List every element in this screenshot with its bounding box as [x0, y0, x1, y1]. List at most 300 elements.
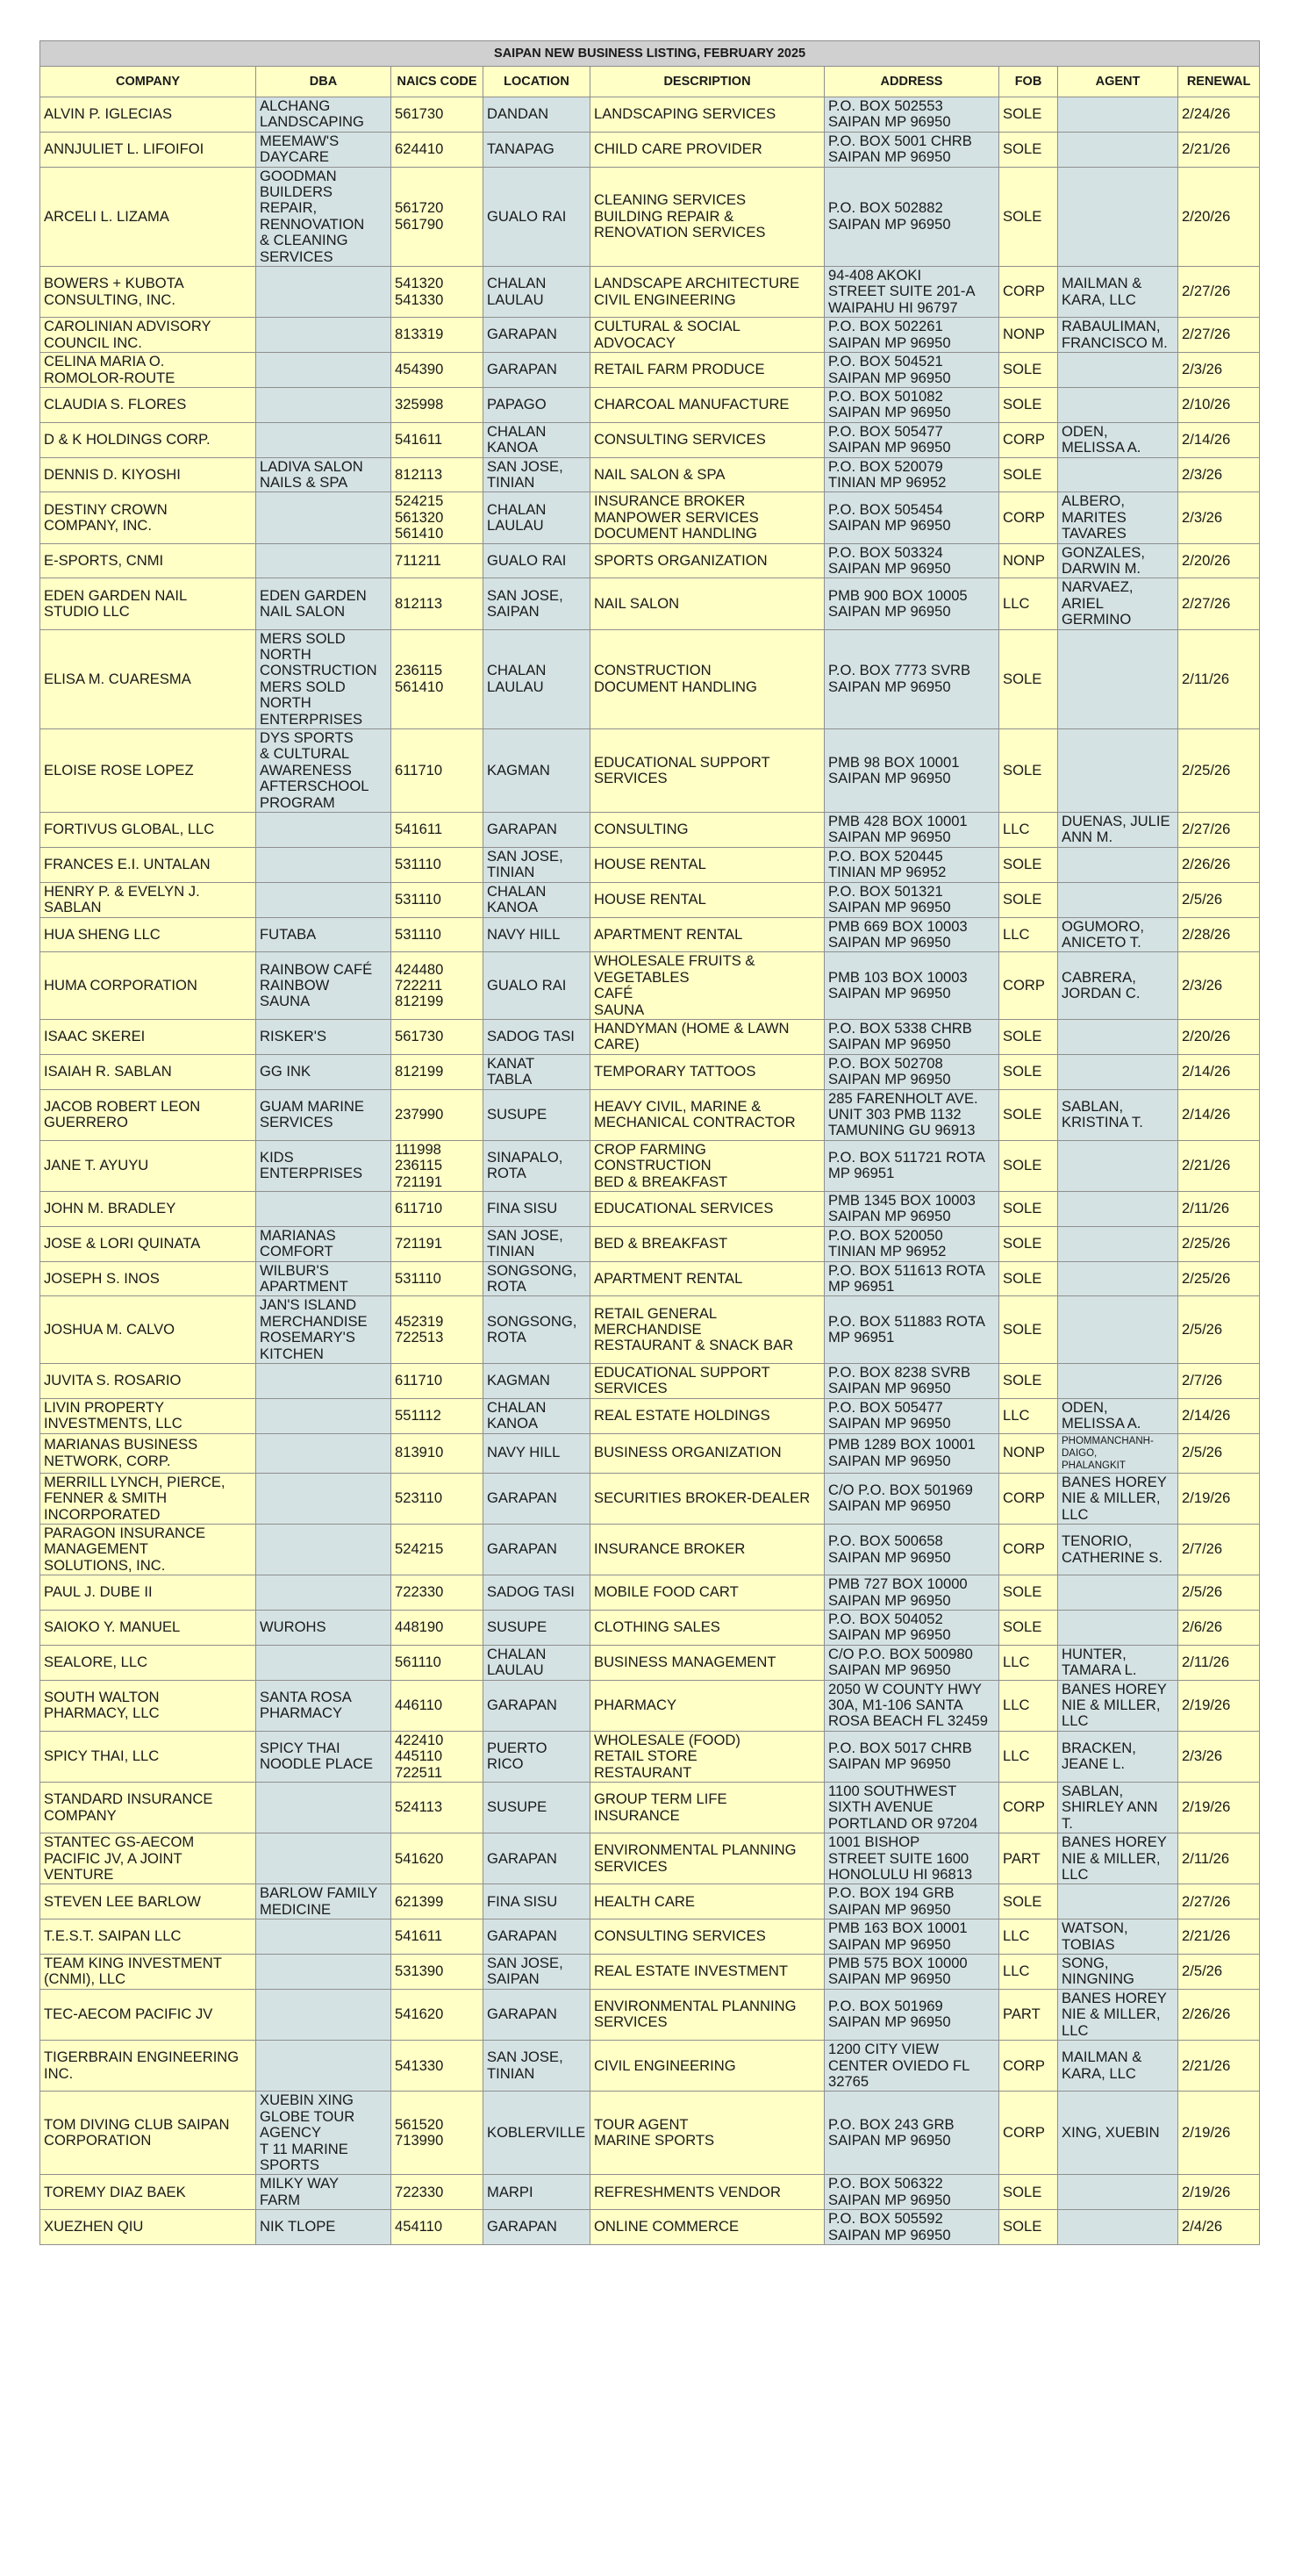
- cell-fob: [999, 1989, 1058, 2040]
- cell-location: [483, 2041, 590, 2092]
- company-text: FRANCES E.I. UNTALAN: [44, 856, 211, 873]
- company-text: ELOISE ROSE LOPEZ: [44, 761, 194, 779]
- cell-dba: [256, 132, 391, 167]
- cell-location: [483, 1226, 590, 1261]
- renewal-text: 2/14/26: [1182, 430, 1231, 448]
- cell-dba: [256, 387, 391, 422]
- cell-location: [483, 1019, 590, 1054]
- cell-description: [590, 267, 825, 318]
- cell-dba: [256, 1955, 391, 1990]
- address-text: P.O. BOX 5017 CHRB SAIPAN MP 96950: [828, 1739, 972, 1773]
- cell-dba: [256, 1261, 391, 1296]
- cell-description: [590, 1955, 825, 1990]
- cell-location: [483, 2175, 590, 2210]
- company-text: TIGERBRAIN ENGINEERING INC.: [44, 2049, 240, 2082]
- cell-fob: [999, 1192, 1058, 1227]
- cell-company: [40, 1884, 256, 1919]
- location-text: CHALAN LAULAU: [487, 275, 547, 308]
- renewal-text: 2/3/26: [1182, 1747, 1223, 1765]
- cell-agent: [1058, 353, 1178, 388]
- location-text: KANAT TABLA: [487, 1054, 535, 1088]
- cell-renewal: [1178, 1955, 1260, 1990]
- fob-text: SOLE: [1003, 761, 1042, 779]
- dba-text: WILBUR'S APARTMENT: [260, 1261, 348, 1295]
- location-text: SAN JOSE, TINIAN: [487, 847, 563, 881]
- naics-text: 813319: [395, 326, 444, 343]
- location-text: CHALAN KANOA: [487, 422, 547, 456]
- description-text: MOBILE FOOD CART: [594, 1583, 739, 1601]
- description-text: NAIL SALON: [594, 594, 680, 612]
- cell-agent: [1058, 1955, 1178, 1990]
- cell-location: [483, 1054, 590, 1089]
- fob-text: CORP: [1003, 1798, 1045, 1816]
- address-text: 1001 BISHOP STREET SUITE 1600 HONOLULU HI 96813: [828, 1833, 973, 1884]
- cell-dba: [256, 543, 391, 578]
- agent-text: ODEN, MELISSA A.: [1062, 1398, 1141, 1432]
- cell-dba: [256, 629, 391, 728]
- cell-dba: [256, 492, 391, 543]
- renewal-text: 2/25/26: [1182, 1235, 1231, 1252]
- cell-renewal: [1178, 1833, 1260, 1884]
- renewal-text: 2/20/26: [1182, 1028, 1231, 1045]
- fob-text: SOLE: [1003, 207, 1042, 225]
- naics-text: 422410 445110 722511: [395, 1731, 444, 1781]
- cell-fob: [999, 267, 1058, 318]
- address-text: P.O. BOX 502708 SAIPAN MP 96950: [828, 1054, 951, 1088]
- cell-dba: [256, 1019, 391, 1054]
- agent-text: ODEN, MELISSA A.: [1062, 422, 1141, 456]
- description-text: RETAIL GENERAL MERCHANDISE RESTAURANT & SNACK BAR: [594, 1304, 794, 1354]
- column-header-description: DESCRIPTION: [590, 67, 825, 97]
- naics-text: 722330: [395, 2183, 444, 2200]
- description-text: CHARCOAL MANUFACTURE: [594, 396, 790, 413]
- naics-text: 561730: [395, 105, 444, 123]
- cell-description: [590, 917, 825, 952]
- column-header-company: COMPANY: [40, 67, 256, 97]
- cell-address: [825, 2092, 999, 2175]
- cell-renewal: [1178, 267, 1260, 318]
- renewal-text: 2/11/26: [1182, 1200, 1230, 1217]
- cell-description: [590, 847, 825, 882]
- naics-text: 561110: [395, 1653, 441, 1670]
- cell-company: [40, 1398, 256, 1433]
- fob-text: SOLE: [1003, 1235, 1042, 1252]
- cell-address: [825, 2041, 999, 2092]
- dba-text: MEEMAW'S DAYCARE: [260, 132, 340, 166]
- address-text: P.O. BOX 500658 SAIPAN MP 96950: [828, 1532, 951, 1566]
- naics-text: 541611: [395, 430, 443, 448]
- address-text: P.O. BOX 502882 SAIPAN MP 96950: [828, 199, 951, 233]
- table-row: [40, 492, 1260, 543]
- cell-description: [590, 97, 825, 133]
- cell-location: [483, 578, 590, 629]
- cell-description: [590, 1364, 825, 1399]
- table-row: [40, 882, 1260, 917]
- fob-text: PART: [1003, 1849, 1041, 1867]
- fob-text: LLC: [1003, 1962, 1030, 1980]
- table-row: [40, 353, 1260, 388]
- renewal-text: 2/11/26: [1182, 1653, 1230, 1670]
- table-row: [40, 1680, 1260, 1731]
- cell-fob: [999, 1226, 1058, 1261]
- cell-description: [590, 1192, 825, 1227]
- cell-company: [40, 353, 256, 388]
- cell-naics: [391, 167, 483, 266]
- cell-renewal: [1178, 1261, 1260, 1296]
- cell-fob: [999, 813, 1058, 848]
- fob-text: CORP: [1003, 1540, 1045, 1558]
- naics-text: 813910: [395, 1444, 444, 1461]
- cell-description: [590, 1433, 825, 1473]
- location-text: GARAPAN: [487, 326, 557, 343]
- company-text: ALVIN P. IGLECIAS: [44, 105, 173, 123]
- location-text: SAN JOSE, TINIAN: [487, 2049, 563, 2082]
- cell-agent: [1058, 1884, 1178, 1919]
- location-text: FINA SISU: [487, 1892, 558, 1910]
- agent-text: ALBERO, MARITES TAVARES: [1062, 492, 1127, 542]
- cell-agent: [1058, 1919, 1178, 1955]
- renewal-text: 2/19/26: [1182, 1696, 1231, 1713]
- fob-text: NONP: [1003, 551, 1045, 569]
- cell-renewal: [1178, 1089, 1260, 1140]
- cell-location: [483, 1524, 590, 1575]
- cell-agent: [1058, 1473, 1178, 1524]
- cell-dba: [256, 882, 391, 917]
- description-text: CONSULTING SERVICES: [594, 1927, 766, 1945]
- cell-agent: [1058, 813, 1178, 848]
- description-text: HEALTH CARE: [594, 1892, 695, 1910]
- location-text: MARPI: [487, 2183, 533, 2200]
- company-text: JOSEPH S. INOS: [44, 1269, 160, 1287]
- renewal-text: 2/5/26: [1182, 1583, 1223, 1601]
- location-text: GARAPAN: [487, 1489, 557, 1507]
- listing-rows: [40, 97, 1260, 2245]
- cell-naics: [391, 422, 483, 457]
- cell-company: [40, 1089, 256, 1140]
- cell-company: [40, 1833, 256, 1884]
- cell-fob: [999, 1473, 1058, 1524]
- cell-description: [590, 1989, 825, 2040]
- table-row: [40, 422, 1260, 457]
- company-text: JANE T. AYUYU: [44, 1157, 149, 1174]
- location-text: CHALAN LAULAU: [487, 662, 547, 695]
- description-text: TOUR AGENT MARINE SPORTS: [594, 2115, 715, 2149]
- cell-address: [825, 267, 999, 318]
- cell-company: [40, 1296, 256, 1364]
- cell-renewal: [1178, 1364, 1260, 1399]
- cell-address: [825, 2175, 999, 2210]
- cell-renewal: [1178, 167, 1260, 266]
- fob-text: SOLE: [1003, 465, 1042, 483]
- cell-agent: [1058, 387, 1178, 422]
- dba-text: GOODMAN BUILDERS REPAIR, RENNOVATION & CLEANING SERVICES: [260, 167, 365, 265]
- naics-text: 561520 713990: [395, 2115, 444, 2149]
- table-row: [40, 1054, 1260, 1089]
- cell-fob: [999, 1524, 1058, 1575]
- location-text: KAGMAN: [487, 761, 550, 779]
- cell-address: [825, 882, 999, 917]
- fob-text: CORP: [1003, 2124, 1045, 2142]
- dba-text: GUAM MARINE SERVICES: [260, 1097, 364, 1131]
- cell-dba: [256, 1524, 391, 1575]
- naics-text: 237990: [395, 1105, 444, 1123]
- company-text: ELISA M. CUARESMA: [44, 670, 191, 687]
- table-row: [40, 1296, 1260, 1364]
- address-text: PMB 727 BOX 10000 SAIPAN MP 96950: [828, 1575, 968, 1609]
- cell-description: [590, 2041, 825, 2092]
- cell-fob: [999, 457, 1058, 492]
- cell-naics: [391, 882, 483, 917]
- cell-renewal: [1178, 1783, 1260, 1833]
- cell-fob: [999, 1398, 1058, 1433]
- naics-text: 611710: [395, 1372, 443, 1389]
- cell-description: [590, 167, 825, 266]
- cell-dba: [256, 1089, 391, 1140]
- cell-renewal: [1178, 457, 1260, 492]
- cell-description: [590, 1833, 825, 1884]
- description-text: GROUP TERM LIFE INSURANCE: [594, 1790, 727, 1824]
- cell-address: [825, 1019, 999, 1054]
- cell-company: [40, 1731, 256, 1782]
- cell-naics: [391, 1054, 483, 1089]
- cell-location: [483, 2210, 590, 2245]
- naics-text: 523110: [395, 1489, 443, 1507]
- naics-text: 541330: [395, 2056, 444, 2074]
- address-text: P.O. BOX 505477 SAIPAN MP 96950: [828, 422, 951, 456]
- cell-dba: [256, 318, 391, 353]
- cell-fob: [999, 167, 1058, 266]
- address-text: 94-408 AKOKI STREET SUITE 201-A WAIPAHU HI 96797: [828, 267, 976, 316]
- cell-address: [825, 1575, 999, 1611]
- renewal-text: 2/5/26: [1182, 1962, 1223, 1980]
- table-row: [40, 1019, 1260, 1054]
- cell-location: [483, 353, 590, 388]
- address-text: P.O. BOX 502261 SAIPAN MP 96950: [828, 318, 951, 351]
- renewal-text: 2/4/26: [1182, 2218, 1223, 2235]
- address-text: PMB 900 BOX 10005 SAIPAN MP 96950: [828, 586, 968, 620]
- table-row: [40, 387, 1260, 422]
- fob-text: SOLE: [1003, 1892, 1042, 1910]
- cell-address: [825, 97, 999, 133]
- cell-dba: [256, 2041, 391, 2092]
- cell-fob: [999, 578, 1058, 629]
- cell-renewal: [1178, 2210, 1260, 2245]
- dba-text: WUROHS: [260, 1618, 326, 1636]
- cell-description: [590, 1226, 825, 1261]
- cell-agent: [1058, 1054, 1178, 1089]
- company-text: D & K HOLDINGS CORP.: [44, 430, 211, 448]
- column-header-address: ADDRESS: [825, 67, 999, 97]
- renewal-text: 2/24/26: [1182, 105, 1231, 123]
- agent-text: PHOMMANCHANH- DAIGO, PHALANGKIT: [1062, 1435, 1154, 1471]
- fob-text: LLC: [1003, 1407, 1030, 1424]
- location-text: SADOG TASI: [487, 1028, 575, 1045]
- location-text: CHALAN LAULAU: [487, 500, 547, 534]
- cell-naics: [391, 1955, 483, 1990]
- business-listing-table: [39, 40, 1260, 2245]
- address-text: P.O. BOX 511883 ROTA MP 96951: [828, 1312, 985, 1346]
- cell-location: [483, 422, 590, 457]
- cell-address: [825, 1833, 999, 1884]
- cell-address: [825, 422, 999, 457]
- table-row: [40, 1575, 1260, 1611]
- location-text: PUERTO RICO: [487, 1739, 547, 1773]
- cell-dba: [256, 1296, 391, 1364]
- renewal-text: 2/20/26: [1182, 551, 1231, 569]
- cell-dba: [256, 729, 391, 813]
- cell-location: [483, 1398, 590, 1433]
- address-text: PMB 669 BOX 10003 SAIPAN MP 96950: [828, 917, 968, 951]
- location-text: GARAPAN: [487, 1696, 557, 1713]
- column-header-agent: AGENT: [1058, 67, 1178, 97]
- renewal-text: 2/19/26: [1182, 2124, 1231, 2142]
- fob-text: SOLE: [1003, 1157, 1042, 1174]
- agent-text: BANES HOREY NIE & MILLER, LLC: [1062, 1473, 1167, 1523]
- renewal-text: 2/21/26: [1182, 140, 1231, 158]
- renewal-text: 2/3/26: [1182, 465, 1223, 483]
- cell-address: [825, 1610, 999, 1645]
- cell-naics: [391, 1524, 483, 1575]
- cell-naics: [391, 353, 483, 388]
- naics-text: 111998 236115 721191: [395, 1140, 443, 1190]
- cell-company: [40, 1575, 256, 1611]
- company-text: T.E.S.T. SAIPAN LLC: [44, 1927, 182, 1945]
- agent-text: HUNTER, TAMARA L.: [1062, 1645, 1137, 1679]
- cell-description: [590, 1089, 825, 1140]
- address-text: P.O. BOX 5338 CHRB SAIPAN MP 96950: [828, 1019, 972, 1053]
- cell-fob: [999, 132, 1058, 167]
- cell-address: [825, 1192, 999, 1227]
- cell-address: [825, 1919, 999, 1955]
- table-row: [40, 97, 1260, 133]
- cell-naics: [391, 1919, 483, 1955]
- cell-location: [483, 1680, 590, 1731]
- description-text: LANDSCAPE ARCHITECTURE CIVIL ENGINEERING: [594, 275, 800, 308]
- cell-description: [590, 729, 825, 813]
- agent-text: XING, XUEBIN: [1062, 2124, 1160, 2142]
- company-text: SOUTH WALTON PHARMACY, LLC: [44, 1688, 160, 1722]
- description-text: HOUSE RENTAL: [594, 856, 706, 873]
- naics-text: 454390: [395, 361, 444, 378]
- cell-location: [483, 729, 590, 813]
- company-text: TOREMY DIAZ BAEK: [44, 2183, 186, 2200]
- company-text: SEALORE, LLC: [44, 1653, 148, 1670]
- address-text: P.O. BOX 503324 SAIPAN MP 96950: [828, 543, 951, 577]
- cell-agent: [1058, 132, 1178, 167]
- cell-dba: [256, 1989, 391, 2040]
- cell-dba: [256, 1919, 391, 1955]
- cell-description: [590, 457, 825, 492]
- fob-text: SOLE: [1003, 1200, 1042, 1217]
- cell-naics: [391, 318, 483, 353]
- address-text: P.O. BOX 506322 SAIPAN MP 96950: [828, 2175, 951, 2208]
- table-row: [40, 1226, 1260, 1261]
- description-text: TEMPORARY TATTOOS: [594, 1062, 756, 1080]
- dba-text: RISKER'S: [260, 1028, 327, 1045]
- naics-text: 561730: [395, 1028, 444, 1045]
- renewal-text: 2/19/26: [1182, 2183, 1231, 2200]
- company-text: STANTEC GS-AECOM PACIFIC JV, A JOINT VENTURE: [44, 1833, 195, 1884]
- cell-location: [483, 1473, 590, 1524]
- fob-text: LLC: [1003, 821, 1030, 838]
- address-text: P.O. BOX 504521 SAIPAN MP 96950: [828, 353, 951, 386]
- description-text: INSURANCE BROKER MANPOWER SERVICES DOCUMENT HANDLING: [594, 492, 759, 542]
- cell-naics: [391, 132, 483, 167]
- cell-fob: [999, 847, 1058, 882]
- cell-renewal: [1178, 492, 1260, 543]
- cell-dba: [256, 1884, 391, 1919]
- cell-address: [825, 318, 999, 353]
- cell-description: [590, 1524, 825, 1575]
- location-text: TANAPAG: [487, 140, 554, 158]
- cell-agent: [1058, 1610, 1178, 1645]
- table-row: [40, 543, 1260, 578]
- renewal-text: 2/27/26: [1182, 326, 1231, 343]
- cell-company: [40, 917, 256, 952]
- cell-fob: [999, 1610, 1058, 1645]
- cell-agent: [1058, 1192, 1178, 1227]
- cell-renewal: [1178, 1575, 1260, 1611]
- cell-fob: [999, 543, 1058, 578]
- cell-naics: [391, 917, 483, 952]
- cell-dba: [256, 917, 391, 952]
- agent-text: SABLAN, KRISTINA T.: [1062, 1097, 1143, 1131]
- company-text: JOSHUA M. CALVO: [44, 1321, 175, 1338]
- cell-location: [483, 1296, 590, 1364]
- cell-description: [590, 1140, 825, 1191]
- address-text: P.O. BOX 505592 SAIPAN MP 96950: [828, 2210, 951, 2243]
- naics-text: 541611: [395, 1927, 443, 1945]
- cell-location: [483, 267, 590, 318]
- cell-company: [40, 132, 256, 167]
- cell-renewal: [1178, 422, 1260, 457]
- cell-naics: [391, 1884, 483, 1919]
- table-row: [40, 1089, 1260, 1140]
- cell-description: [590, 1473, 825, 1524]
- cell-agent: [1058, 952, 1178, 1020]
- location-text: SUSUPE: [487, 1798, 547, 1816]
- cell-agent: [1058, 1783, 1178, 1833]
- address-text: 285 FARENHOLT AVE. UNIT 303 PMB 1132 TAMUNING GU 96913: [828, 1089, 978, 1139]
- dba-text: FUTABA: [260, 925, 317, 943]
- cell-agent: [1058, 1524, 1178, 1575]
- cell-agent: [1058, 543, 1178, 578]
- company-text: HUA SHENG LLC: [44, 925, 161, 943]
- cell-dba: [256, 1226, 391, 1261]
- column-header-fob: FOB: [999, 67, 1058, 97]
- cell-fob: [999, 1955, 1058, 1990]
- cell-fob: [999, 1575, 1058, 1611]
- company-text: CLAUDIA S. FLORES: [44, 396, 187, 413]
- cell-naics: [391, 1783, 483, 1833]
- cell-fob: [999, 1833, 1058, 1884]
- location-text: NAVY HILL: [487, 925, 561, 943]
- cell-dba: [256, 457, 391, 492]
- cell-company: [40, 492, 256, 543]
- description-text: SECURITIES BROKER-DEALER: [594, 1489, 811, 1507]
- address-text: P.O. BOX 520445 TINIAN MP 96952: [828, 847, 947, 881]
- cell-description: [590, 952, 825, 1020]
- agent-text: NARVAEZ, ARIEL GERMINO: [1062, 578, 1134, 628]
- cell-description: [590, 1919, 825, 1955]
- cell-company: [40, 847, 256, 882]
- cell-location: [483, 1089, 590, 1140]
- cell-naics: [391, 2041, 483, 2092]
- cell-company: [40, 952, 256, 1020]
- cell-address: [825, 1524, 999, 1575]
- cell-renewal: [1178, 1610, 1260, 1645]
- cell-renewal: [1178, 132, 1260, 167]
